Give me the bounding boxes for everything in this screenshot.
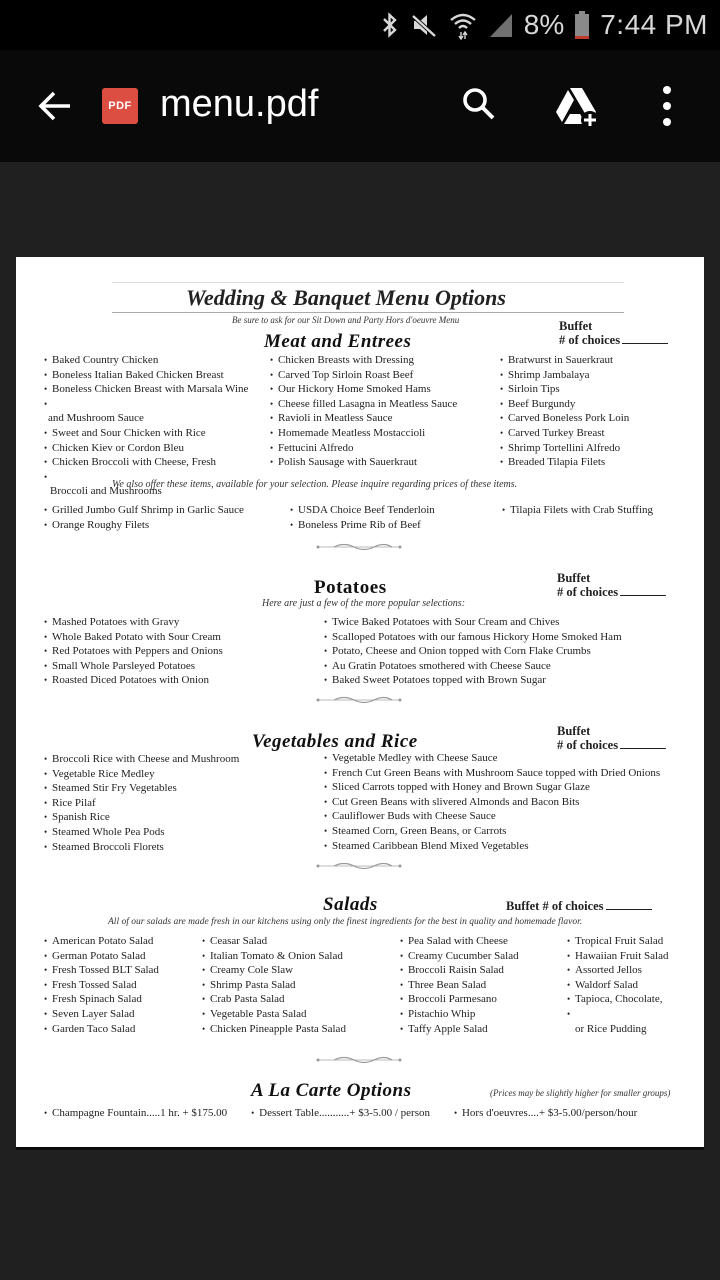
title-rule bbox=[112, 312, 624, 313]
ornament-divider-icon bbox=[314, 1055, 404, 1065]
buffet-choices-salads bbox=[506, 899, 652, 913]
list-item: • Fettucini Alfredo bbox=[270, 441, 457, 456]
pdf-page[interactable] bbox=[16, 257, 704, 1147]
list-item: • Sirloin Tips bbox=[500, 382, 629, 397]
potatoes-note: Here are just a few of the more popular selections: bbox=[262, 598, 466, 609]
list-item: • Our Hickory Home Smoked Hams bbox=[270, 382, 457, 397]
section-title-alacarte: A La Carte Options bbox=[251, 1080, 412, 1101]
vegetables-list-col2 bbox=[324, 751, 660, 853]
list-item: • Seven Layer Salad bbox=[44, 1007, 159, 1022]
list-item: • Cut Green Beans with slivered Almonds and Bacon Bits bbox=[324, 795, 660, 810]
list-item: • Creamy Cucumber Salad bbox=[400, 949, 519, 964]
list-item: • Chicken Broccoli with Cheese, Fresh bbox=[44, 455, 248, 470]
list-item: • Boneless Prime Rib of Beef bbox=[290, 518, 435, 533]
list-item: • Assorted Jellos bbox=[567, 963, 668, 978]
list-item: • Carved Top Sirloin Roast Beef bbox=[270, 368, 457, 383]
list-item: • Dessert Table...........+ $3-5.00 / person bbox=[251, 1106, 430, 1121]
list-item: • Hors d'oeuvres....+ $3-5.00/person/hour bbox=[454, 1106, 637, 1121]
app-bar bbox=[0, 50, 720, 162]
list-item: • Roasted Diced Potatoes with Onion bbox=[44, 673, 223, 688]
vegetables-list-col1 bbox=[44, 752, 239, 854]
list-item: • Homemade Meatless Mostaccioli bbox=[270, 426, 457, 441]
list-item: • Vegetable Medley with Cheese Sauce bbox=[324, 751, 660, 766]
meat-list-col1 bbox=[44, 353, 248, 499]
salads-list-col2 bbox=[202, 934, 346, 1036]
ornament-divider-icon bbox=[314, 695, 404, 705]
arrow-left-icon[interactable] bbox=[36, 86, 76, 126]
clock: 7:44 PM bbox=[600, 9, 708, 40]
top-rule bbox=[112, 282, 624, 283]
list-item: • German Potato Salad bbox=[44, 949, 159, 964]
battery-icon bbox=[574, 10, 590, 40]
pdf-file-icon: PDF bbox=[102, 88, 138, 124]
more-vert-icon[interactable] bbox=[652, 82, 682, 130]
list-item: • Ceasar Salad bbox=[202, 934, 346, 949]
meat-extra-col2 bbox=[290, 503, 435, 532]
list-item-continued: • Broccoli and Mushrooms bbox=[44, 470, 248, 499]
list-item: • Small Whole Parsleyed Potatoes bbox=[44, 659, 223, 674]
buffet-choices-meat bbox=[559, 319, 668, 347]
list-item: • Chicken Kiev or Cordon Bleu bbox=[44, 441, 248, 456]
list-item: • Red Potatoes with Peppers and Onions bbox=[44, 644, 223, 659]
list-item: • Italian Tomato & Onion Salad bbox=[202, 949, 346, 964]
list-item: • Shrimp Tortellini Alfredo bbox=[500, 441, 629, 456]
list-item: • Shrimp Pasta Salad bbox=[202, 978, 346, 993]
buffet-choices-vegetables bbox=[557, 724, 666, 752]
list-item: • Bratwurst in Sauerkraut bbox=[500, 353, 629, 368]
list-item: • Crab Pasta Salad bbox=[202, 992, 346, 1007]
list-item: • Pea Salad with Cheese bbox=[400, 934, 519, 949]
list-item: • Fresh Spinach Salad bbox=[44, 992, 159, 1007]
list-item: • Tapioca, Chocolate, bbox=[567, 992, 668, 1007]
bluetooth-icon bbox=[380, 11, 400, 39]
list-item: • Fresh Tossed BLT Salad bbox=[44, 963, 159, 978]
list-item: • Steamed Caribbean Blend Mixed Vegetables bbox=[324, 839, 660, 854]
list-item: • American Potato Salad bbox=[44, 934, 159, 949]
list-item: • USDA Choice Beef Tenderloin bbox=[290, 503, 435, 518]
alacarte-list bbox=[44, 1106, 637, 1121]
section-title-potatoes: Potatoes bbox=[314, 577, 387, 598]
list-item-continued: • or Rice Pudding bbox=[567, 1007, 668, 1036]
choices-label: # of choices bbox=[559, 333, 621, 347]
list-item: • Mashed Potatoes with Gravy bbox=[44, 615, 223, 630]
buffet-choices-potatoes bbox=[557, 571, 666, 599]
list-item: • Steamed Stir Fry Vegetables bbox=[44, 781, 239, 796]
alacarte-note: (Prices may be slightly higher for smaller groups) bbox=[490, 1088, 671, 1098]
list-item-continued: • and Mushroom Sauce bbox=[44, 397, 248, 426]
choices-blank[interactable] bbox=[606, 900, 652, 910]
list-item: • Broccoli Raisin Salad bbox=[400, 963, 519, 978]
meat-list-col3 bbox=[500, 353, 629, 470]
list-item: • Au Gratin Potatoes smothered with Cheese Sauce bbox=[324, 659, 622, 674]
list-item: • Sliced Carrots topped with Honey and Brown Sugar Glaze bbox=[324, 780, 660, 795]
list-item: • Chicken Breasts with Dressing bbox=[270, 353, 457, 368]
list-item: • Steamed Whole Pea Pods bbox=[44, 825, 239, 840]
list-item: • Whole Baked Potato with Sour Cream bbox=[44, 630, 223, 645]
list-item: • Tilapia Filets with Crab Stuffing bbox=[502, 503, 653, 518]
list-item: • Baked Country Chicken bbox=[44, 353, 248, 368]
ornament-divider-icon bbox=[314, 542, 404, 552]
list-item: • Broccoli Parmesano bbox=[400, 992, 519, 1007]
list-item: • Broccoli Rice with Cheese and Mushroom bbox=[44, 752, 239, 767]
list-item: • Sweet and Sour Chicken with Rice bbox=[44, 426, 248, 441]
list-item: • Pistachio Whip bbox=[400, 1007, 519, 1022]
menu-title: Wedding & Banquet Menu Options bbox=[186, 285, 506, 310]
meat-extra-col3 bbox=[502, 503, 653, 518]
list-item: • Waldorf Salad bbox=[567, 978, 668, 993]
list-item: • Steamed Corn, Green Beans, or Carrots bbox=[324, 824, 660, 839]
battery-percent: 8% bbox=[523, 9, 565, 40]
list-item: • Tropical Fruit Salad bbox=[567, 934, 668, 949]
list-item: • Chicken Pineapple Pasta Salad bbox=[202, 1022, 346, 1037]
status-bar bbox=[0, 0, 720, 50]
list-item: • Grilled Jumbo Gulf Shrimp in Garlic Sauce bbox=[44, 503, 244, 518]
mute-icon bbox=[410, 11, 438, 39]
list-item: • Rice Pilaf bbox=[44, 796, 239, 811]
wifi-icon bbox=[448, 10, 478, 40]
list-item: • Boneless Chicken Breast with Marsala Wine bbox=[44, 382, 248, 397]
list-item: • Ravioli in Meatless Sauce bbox=[270, 411, 457, 426]
choices-blank[interactable] bbox=[620, 739, 666, 749]
potatoes-list-col1 bbox=[44, 615, 223, 688]
choices-blank[interactable] bbox=[622, 334, 668, 344]
list-item: • French Cut Green Beans with Mushroom Sauce topped with Dried Onions bbox=[324, 766, 660, 781]
list-item: • Boneless Italian Baked Chicken Breast bbox=[44, 368, 248, 383]
section-title-meat: Meat and Entrees bbox=[264, 331, 412, 352]
salads-note: All of our salads are made fresh in our kitchens using only the finest ingredients for the best in quality and homemade flavor. bbox=[108, 917, 583, 927]
list-item: • Vegetable Pasta Salad bbox=[202, 1007, 346, 1022]
meat-extra-col1 bbox=[44, 503, 244, 532]
list-item: • Orange Roughy Filets bbox=[44, 518, 244, 533]
list-item: • Carved Boneless Pork Loin bbox=[500, 411, 629, 426]
list-item: • Baked Sweet Potatoes topped with Brown Sugar bbox=[324, 673, 622, 688]
signal-icon bbox=[488, 11, 514, 39]
list-item: • Hawaiian Fruit Salad bbox=[567, 949, 668, 964]
drive-add-icon[interactable] bbox=[552, 82, 600, 130]
document-title: menu.pdf bbox=[160, 83, 319, 125]
list-item: • Polish Sausage with Sauerkraut bbox=[270, 455, 457, 470]
buffet-label: Buffet bbox=[557, 724, 591, 738]
list-item: • Scalloped Potatoes with our famous Hickory Home Smoked Ham bbox=[324, 630, 622, 645]
section-title-vegetables: Vegetables and Rice bbox=[252, 731, 418, 752]
list-item: • Spanish Rice bbox=[44, 810, 239, 825]
list-item: • Beef Burgundy bbox=[500, 397, 629, 412]
list-item: • Carved Turkey Breast bbox=[500, 426, 629, 441]
section-title-salads: Salads bbox=[323, 894, 378, 915]
meat-extra-note: We also offer these items, available for your selection. Please inquire regarding prices of these items. bbox=[112, 479, 518, 490]
list-item: • Breaded Tilapia Filets bbox=[500, 455, 629, 470]
list-item: • Fresh Tossed Salad bbox=[44, 978, 159, 993]
buffet-label: Buffet bbox=[559, 319, 593, 333]
ornament-divider-icon bbox=[314, 861, 404, 871]
choices-label: # of choices bbox=[557, 585, 619, 599]
choices-label: # of choices bbox=[557, 738, 619, 752]
list-item: • Potato, Cheese and Onion topped with Corn Flake Crumbs bbox=[324, 644, 622, 659]
list-item: • Garden Taco Salad bbox=[44, 1022, 159, 1037]
list-item: • Cheese filled Lasagna in Meatless Sauce bbox=[270, 397, 457, 412]
list-item: • Cauliflower Buds with Cheese Sauce bbox=[324, 809, 660, 824]
meat-list-col2 bbox=[270, 353, 457, 470]
choices-blank[interactable] bbox=[620, 586, 666, 596]
buffet-label: Buffet bbox=[557, 571, 591, 585]
menu-subtitle: Be sure to ask for our Sit Down and Party Hors d'oeuvre Menu bbox=[232, 315, 460, 325]
list-item: • Champagne Fountain.....1 hr. + $175.00 bbox=[44, 1106, 227, 1121]
salads-list-col1 bbox=[44, 934, 159, 1036]
list-item: • Taffy Apple Salad bbox=[400, 1022, 519, 1037]
list-item: • Three Bean Salad bbox=[400, 978, 519, 993]
buffet-choices-label: Buffet # of choices bbox=[506, 899, 604, 913]
list-item: • Creamy Cole Slaw bbox=[202, 963, 346, 978]
list-item: • Steamed Broccoli Florets bbox=[44, 840, 239, 855]
salads-list-col3 bbox=[400, 934, 519, 1036]
search-icon[interactable] bbox=[458, 84, 502, 128]
list-item: • Shrimp Jambalaya bbox=[500, 368, 629, 383]
list-item: • Vegetable Rice Medley bbox=[44, 767, 239, 782]
list-item: • Twice Baked Potatoes with Sour Cream and Chives bbox=[324, 615, 622, 630]
salads-list-col4 bbox=[567, 934, 668, 1036]
potatoes-list-col2 bbox=[324, 615, 622, 688]
